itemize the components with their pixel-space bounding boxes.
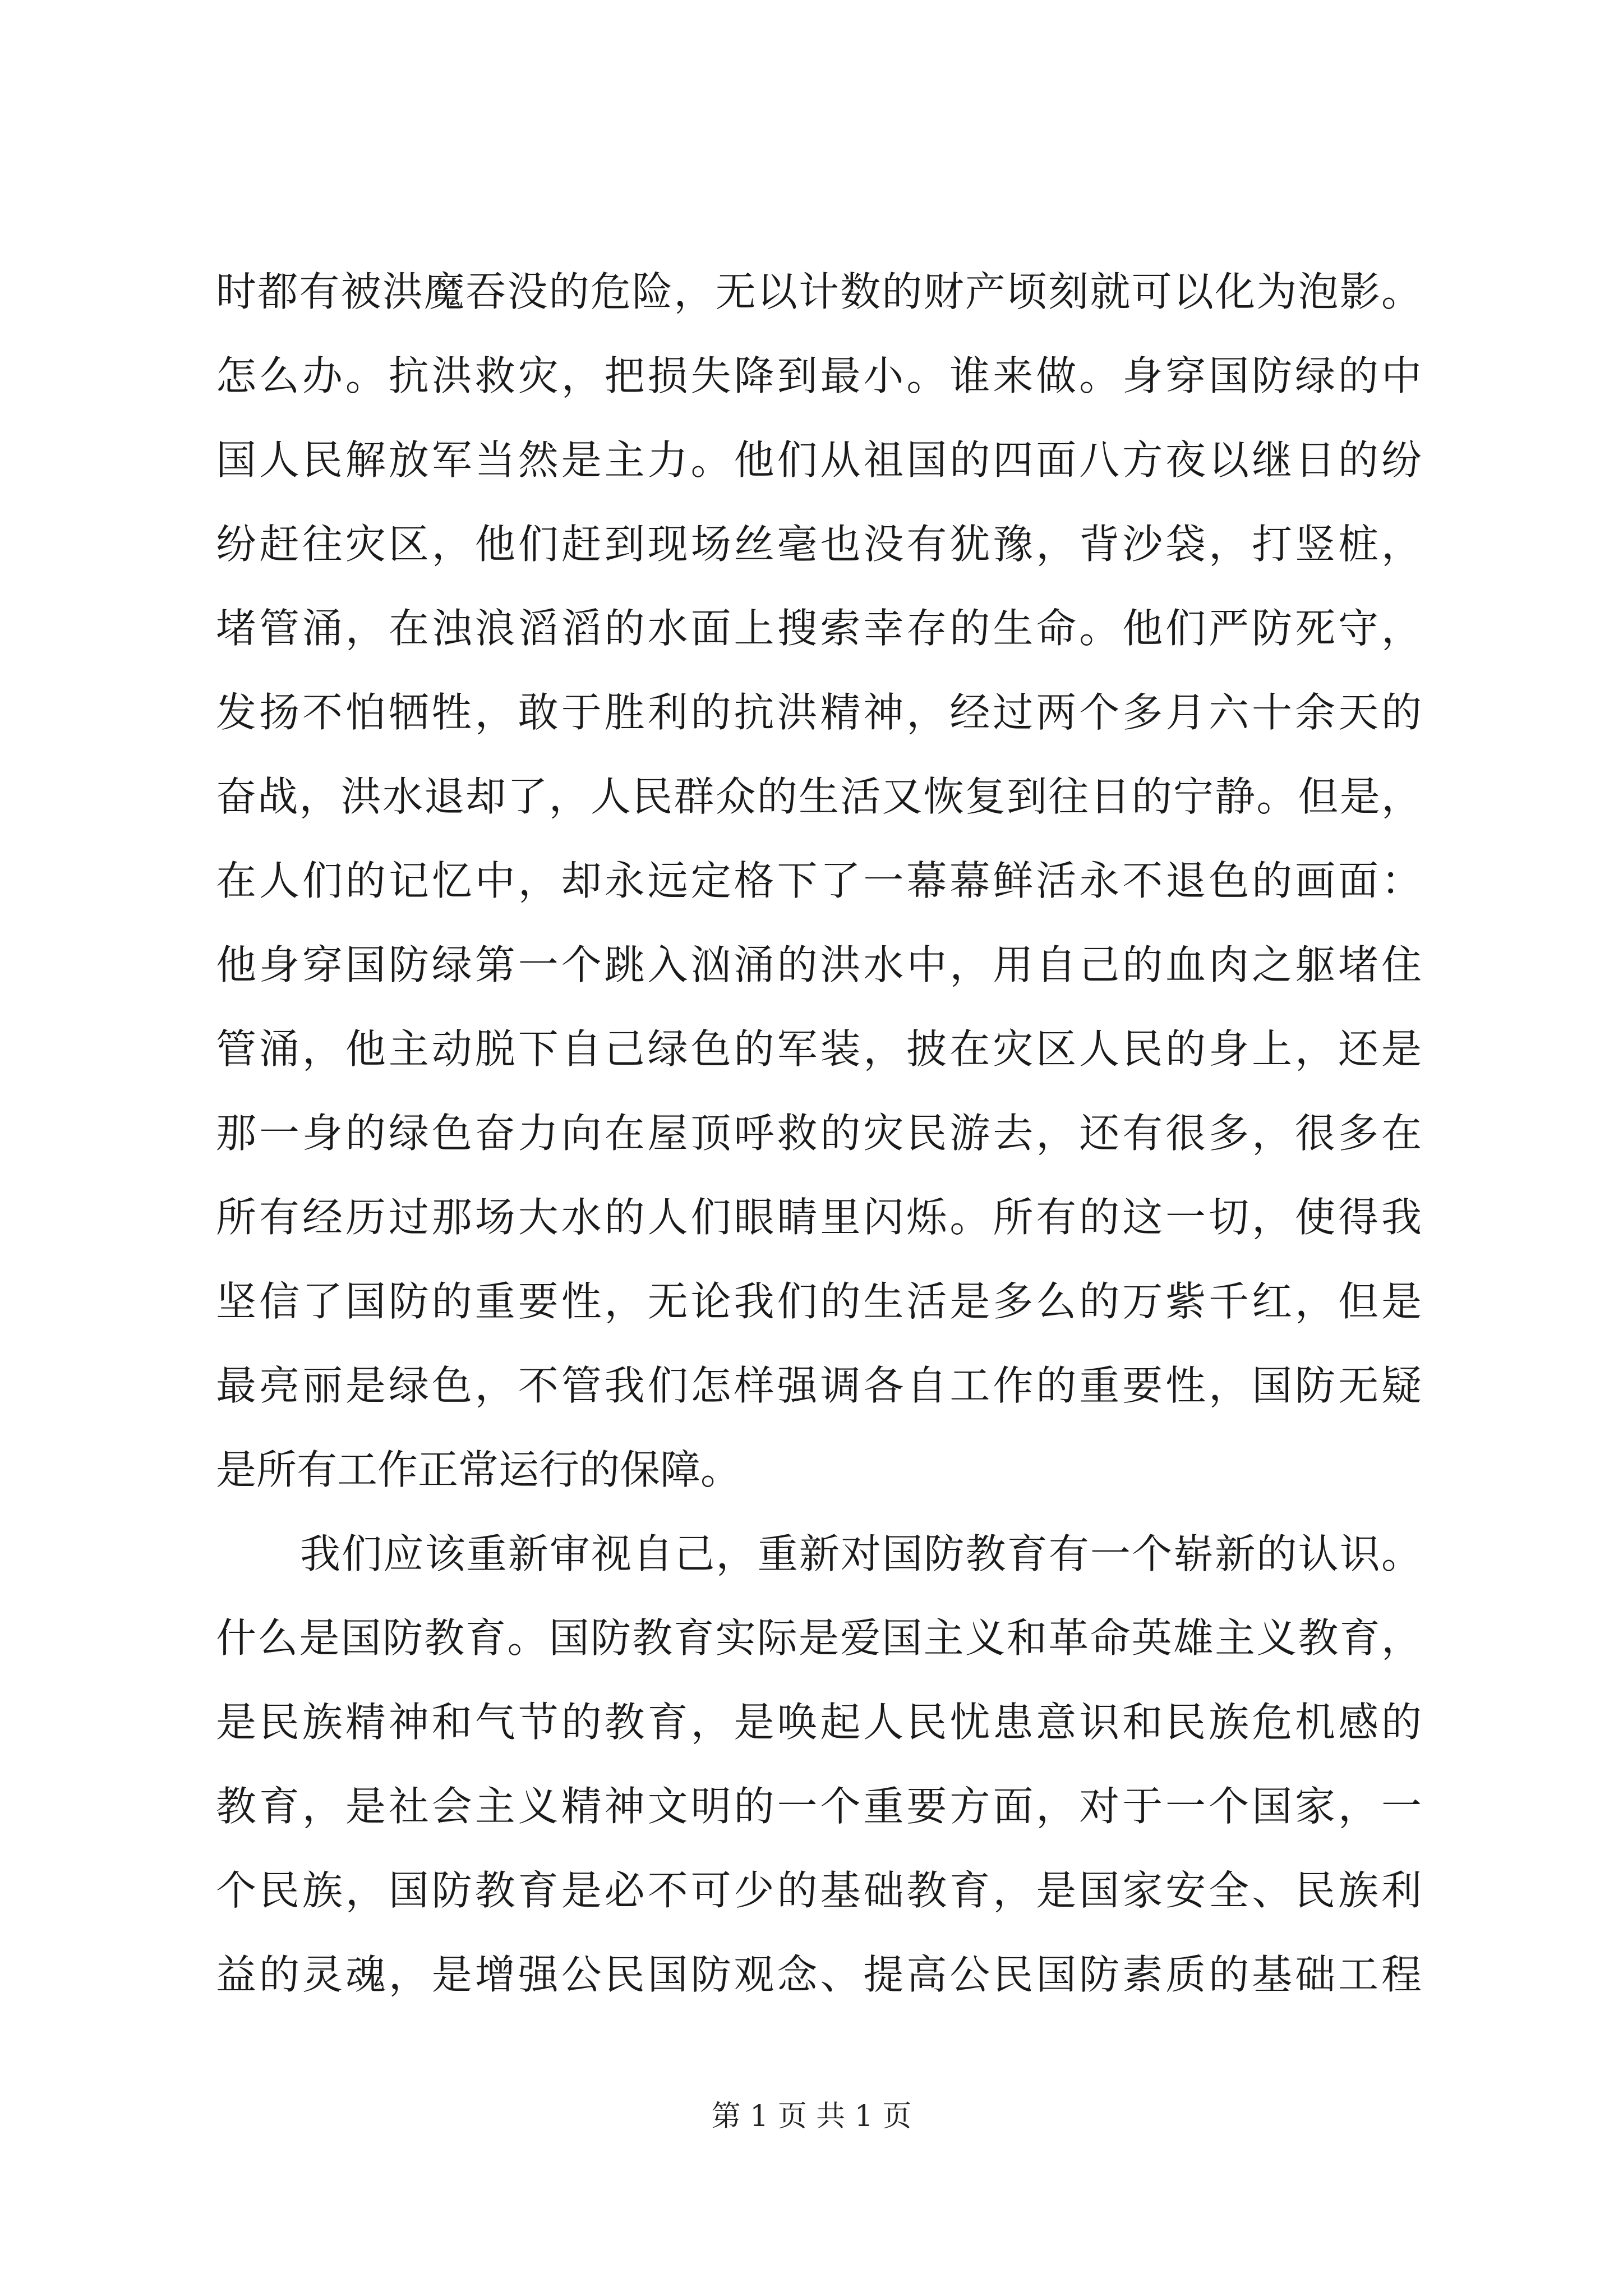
- text-line: 管涌，他主动脱下自己绿色的军装，披在灾区人民的身上，还是: [216, 1025, 1422, 1073]
- page-number-footer: 第 1 页 共 1 页: [711, 2100, 912, 2133]
- text-line: 纷赶往灾区，他们赶到现场丝毫也没有犹豫，背沙袋，打竖桩，: [216, 521, 1422, 568]
- text-line: 国人民解放军当然是主力。他们从祖国的四面八方夜以继日的纷: [216, 436, 1422, 484]
- text-line: 怎么办。抗洪救灾，把损失降到最小。谁来做。身穿国防绿的中: [216, 352, 1422, 399]
- text-line: 益的灵魂，是增强公民国防观念、提高公民国防素质的基础工程: [216, 1951, 1422, 1998]
- text-line: 坚信了国防的重要性，无论我们的生活是多么的万紫千红，但是: [216, 1278, 1422, 1325]
- text-line: 我们应该重新审视自己，重新对国防教育有一个崭新的认识。: [300, 1530, 1422, 1577]
- text-line: 最亮丽是绿色，不管我们怎样强调各自工作的重要性，国防无疑: [216, 1362, 1422, 1409]
- text-line: 是民族精神和气节的教育，是唤起人民忧患意识和民族危机感的: [216, 1699, 1422, 1746]
- text-line: 那一身的绿色奋力向在屋顶呼救的灾民游去，还有很多，很多在: [216, 1110, 1422, 1157]
- text-line: 在人们的记忆中，却永远定格下了一幕幕鲜活永不退色的画面：: [216, 857, 1422, 904]
- text-line: 时都有被洪魔吞没的危险，无以计数的财产顷刻就可以化为泡影。: [216, 268, 1422, 315]
- text-line: 什么是国防教育。国防教育实际是爱国主义和革命英雄主义教育，: [216, 1614, 1422, 1662]
- document-body: [216, 250, 1422, 2017]
- text-line: 教育，是社会主义精神文明的一个重要方面，对于一个国家，一: [216, 1783, 1422, 1830]
- text-line: 个民族，国防教育是必不可少的基础教育，是国家安全、民族利: [216, 1867, 1422, 1914]
- text-line: 所有经历过那场大水的人们眼睛里闪烁。所有的这一切，使得我: [216, 1194, 1422, 1241]
- text-line: 奋战，洪水退却了，人民群众的生活又恢复到往日的宁静。但是，: [216, 773, 1422, 820]
- text-line: 他身穿国防绿第一个跳入汹涌的洪水中，用自己的血肉之躯堵住: [216, 941, 1422, 988]
- text-line: 发扬不怕牺牲，敢于胜利的抗洪精神，经过两个多月六十余天的: [216, 689, 1422, 736]
- text-line: 是所有工作正常运行的保障。: [216, 1446, 741, 1493]
- text-line: 堵管涌，在浊浪滔滔的水面上搜索幸存的生命。他们严防死守，: [216, 605, 1422, 652]
